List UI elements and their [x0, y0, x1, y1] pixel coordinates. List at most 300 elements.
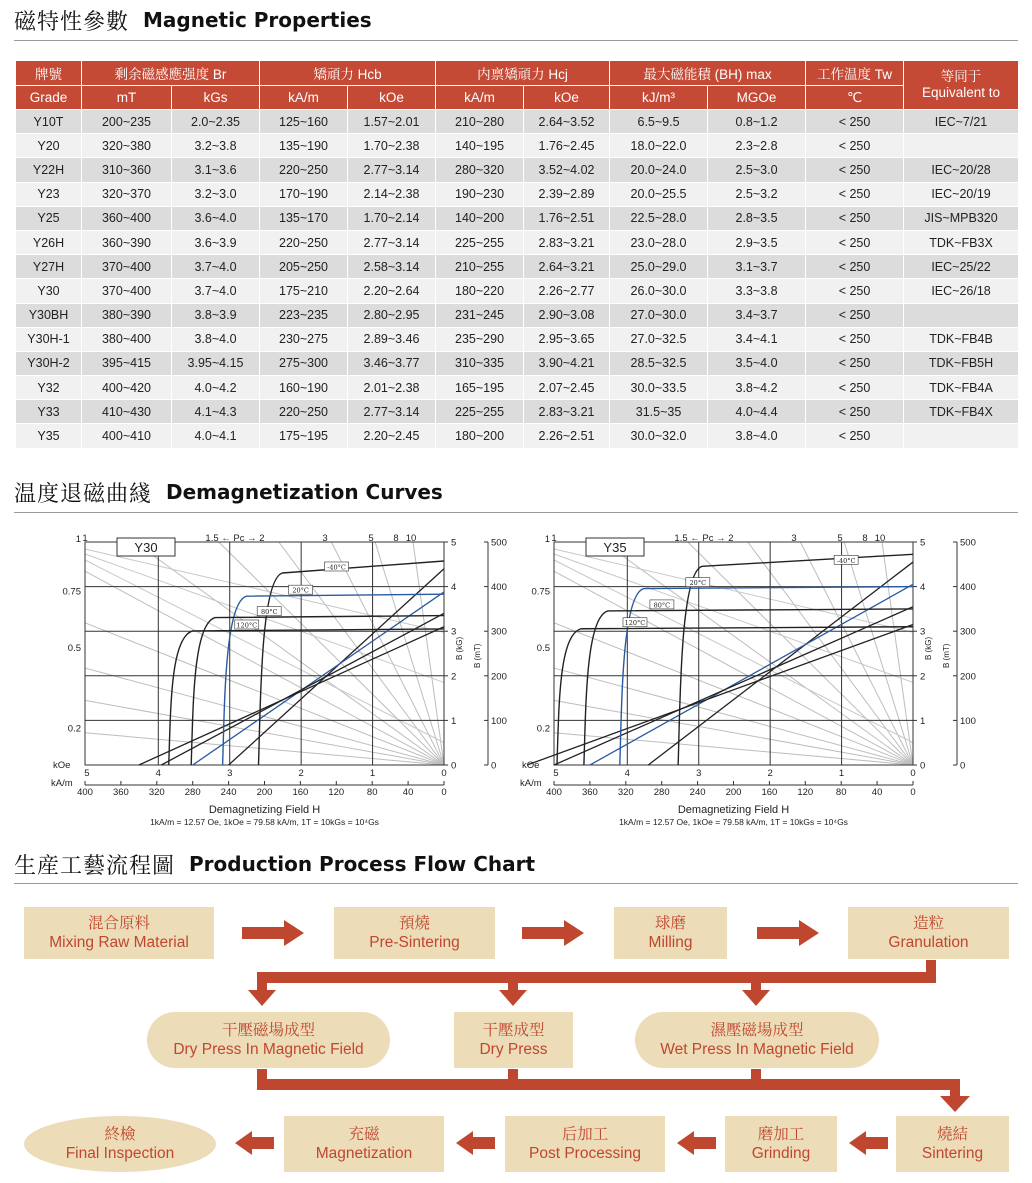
equivalent-header-en: Equivalent to: [922, 85, 1001, 100]
kg-tick: 2: [920, 671, 926, 683]
pc-tick: 10: [874, 533, 886, 544]
table-cell: 20.0~24.0: [610, 158, 708, 182]
table-cell: TDK~FB4X: [904, 400, 1019, 424]
table-cell: 2.83~3.21: [524, 400, 610, 424]
table-cell: < 250: [806, 327, 904, 351]
koe-tick: 2: [767, 768, 773, 779]
table-cell: 180~220: [436, 279, 524, 303]
pc-tick: 8: [393, 533, 399, 544]
grade-cell: Y25: [16, 206, 82, 230]
grade-header-en: Grade: [16, 86, 82, 110]
table-cell: 3.1~3.6: [172, 158, 260, 182]
table-cell: 31.5~35: [610, 400, 708, 424]
section-title-en: Production Process Flow Chart: [189, 852, 536, 876]
grade-cell: Y30: [16, 279, 82, 303]
mt-tick: 500: [960, 537, 976, 549]
kam-tick: 200: [725, 787, 742, 798]
unit-kam: kA/m: [436, 86, 524, 110]
table-cell: 23.0~28.0: [610, 230, 708, 254]
table-cell: IEC~25/22: [904, 255, 1019, 279]
kg-tick: 3: [451, 626, 457, 638]
table-cell: 3.95~4.15: [172, 351, 260, 375]
table-cell: IEC~20/19: [904, 182, 1019, 206]
table-cell: 140~195: [436, 134, 524, 158]
table-cell: 3.6~3.9: [172, 230, 260, 254]
mt-tick: 100: [960, 715, 976, 727]
koe-tick: 0: [910, 768, 916, 779]
table-cell: 3.7~4.0: [172, 279, 260, 303]
mt-tick: 300: [491, 626, 507, 638]
koe-tick: 5: [553, 768, 559, 779]
table-cell: 0.8~1.2: [708, 110, 806, 134]
table-cell: 380~390: [82, 303, 172, 327]
table-cell: 1.70~2.38: [348, 134, 436, 158]
unit-mt: mT: [82, 86, 172, 110]
curve-label: 80°C: [260, 608, 278, 617]
left-tick: 0.5: [536, 643, 550, 655]
table-cell: 190~230: [436, 182, 524, 206]
table-cell: 125~160: [260, 110, 348, 134]
step-label-zh: 混合原料: [87, 915, 150, 932]
curve-label: -40°C: [836, 556, 856, 565]
step-label-zh: 干壓成型: [482, 1022, 545, 1039]
kam-label: kA/m: [51, 778, 73, 789]
table-cell: 223~235: [260, 303, 348, 327]
pc-label: 1.5 ← Pc → 2: [674, 533, 734, 544]
kam-tick: 40: [871, 787, 883, 798]
ylabel-mt: B (mT): [942, 643, 951, 668]
table-cell: 3.4~3.7: [708, 303, 806, 327]
section-title-zh: 温度退磁曲綫: [14, 481, 153, 507]
table-cell: TDK~FB5H: [904, 351, 1019, 375]
pc-tick: 10: [405, 533, 417, 544]
table-cell: 1.76~2.51: [524, 206, 610, 230]
chart-title: Y30: [134, 540, 158, 555]
table-cell: < 250: [806, 110, 904, 134]
kg-tick: 1: [451, 715, 457, 727]
table-cell: 410~430: [82, 400, 172, 424]
kg-tick: 5: [920, 537, 926, 549]
curve-label: 120°C: [624, 619, 646, 628]
kam-tick: 320: [148, 787, 165, 798]
step-label-zh: 預燒: [398, 915, 430, 932]
table-cell: 1.76~2.45: [524, 134, 610, 158]
step-label-en: Grinding: [751, 1145, 811, 1162]
table-cell: TDK~FB4B: [904, 327, 1019, 351]
table-cell: 380~400: [82, 327, 172, 351]
x-axis-title: Demagnetizing Field H: [677, 804, 790, 816]
table-cell: 400~420: [82, 376, 172, 400]
kam-label: kA/m: [520, 778, 542, 789]
koe-tick: 5: [84, 768, 90, 779]
step-label-en: Dry Press: [479, 1041, 548, 1058]
mt-tick: 300: [960, 626, 976, 638]
step-label-zh: 后加工: [561, 1126, 609, 1143]
table-cell: 275~300: [260, 351, 348, 375]
table-cell: 210~280: [436, 110, 524, 134]
step-label-zh: 干壓磁場成型: [221, 1022, 315, 1039]
table-cell: < 250: [806, 303, 904, 327]
kam-tick: 360: [112, 787, 129, 798]
step-label-zh: 燒結: [936, 1126, 968, 1143]
kam-tick: 160: [292, 787, 309, 798]
step-label-en: Sintering: [921, 1145, 984, 1162]
arrow-right: [522, 920, 584, 946]
table-cell: 220~250: [260, 158, 348, 182]
table-cell: 231~245: [436, 303, 524, 327]
table-cell: 220~250: [260, 400, 348, 424]
table-cell: IEC~7/21: [904, 110, 1019, 134]
table-cell: 2.89~3.46: [348, 327, 436, 351]
grade-cell: Y23: [16, 182, 82, 206]
br-header: 剩余磁感應强度 Br: [82, 61, 260, 86]
table-cell: 2.26~2.51: [524, 424, 610, 448]
kg-tick: 3: [920, 626, 926, 638]
connector: [751, 972, 761, 992]
table-cell: 3.6~4.0: [172, 206, 260, 230]
arrow-left: [456, 1131, 495, 1155]
table-cell: 4.0~4.2: [172, 376, 260, 400]
table-cell: 310~360: [82, 158, 172, 182]
table-cell: IEC~20/28: [904, 158, 1019, 182]
table-cell: 210~255: [436, 255, 524, 279]
kg-tick: 0: [451, 760, 457, 772]
table-cell: 3.46~3.77: [348, 351, 436, 375]
kam-tick: 200: [256, 787, 273, 798]
table-cell: 2.58~3.14: [348, 255, 436, 279]
table-cell: 25.0~29.0: [610, 255, 708, 279]
table-cell: 3.3~3.8: [708, 279, 806, 303]
hcb-header: 矯頑力 Hcb: [260, 61, 436, 86]
left-tick: 0.2: [536, 723, 550, 735]
connector: [257, 1079, 957, 1090]
kam-tick: 400: [546, 787, 562, 798]
step-label-en: Mixing Raw Material: [49, 934, 189, 951]
pc-label: 1.5 ← Pc → 2: [205, 533, 265, 544]
grade-cell: Y35: [16, 424, 82, 448]
arrow-left: [677, 1131, 716, 1155]
hcj-header: 内禀矯頑力 Hcj: [436, 61, 610, 86]
table-cell: TDK~FB3X: [904, 230, 1019, 254]
table-cell: 320~370: [82, 182, 172, 206]
pc-tick: 1: [82, 533, 88, 544]
bh-header: 最大磁能積 (BH) max: [610, 61, 806, 86]
section-title-en: Magnetic Properties: [143, 8, 372, 32]
pc-tick: 1: [551, 533, 557, 544]
table-cell: 2.8~3.5: [708, 206, 806, 230]
koe-label: kOe: [522, 760, 540, 771]
left-tick: 0.75: [62, 586, 81, 598]
left-tick: 0.2: [67, 723, 81, 735]
section-title-en: Demagnetization Curves: [166, 480, 443, 504]
left-tick: 1: [75, 534, 81, 545]
table-cell: 6.5~9.5: [610, 110, 708, 134]
koe-tick: 4: [155, 768, 161, 779]
arrow-down: [499, 990, 527, 1006]
arrow-left: [849, 1131, 888, 1155]
koe-tick: 4: [624, 768, 630, 779]
table-cell: 2.07~2.45: [524, 376, 610, 400]
table-cell: 135~170: [260, 206, 348, 230]
curve-label: 20°C: [292, 586, 309, 595]
unit-kam: kA/m: [260, 86, 348, 110]
table-cell: 175~195: [260, 424, 348, 448]
mt-tick: 400: [491, 582, 507, 594]
kam-tick: 280: [184, 787, 201, 798]
curve-label: -40°C: [327, 563, 346, 572]
kam-tick: 0: [910, 787, 916, 798]
equivalent-header-zh: 等同于: [940, 69, 982, 84]
x-axis-title: Demagnetizing Field H: [208, 804, 321, 816]
kam-tick: 80: [366, 787, 378, 798]
unit-koe: kOe: [524, 86, 610, 110]
table-cell: 3.5~4.0: [708, 351, 806, 375]
step-label-en: Dry Press In Magnetic Field: [173, 1041, 364, 1058]
table-cell: 160~190: [260, 376, 348, 400]
table-cell: 230~275: [260, 327, 348, 351]
curve-label: 120°C: [236, 621, 258, 630]
mt-tick: 0: [491, 760, 497, 772]
table-cell: 28.5~32.5: [610, 351, 708, 375]
table-cell: < 250: [806, 424, 904, 448]
step-label-zh: 終檢: [104, 1126, 136, 1143]
curve-label: 20°C: [689, 579, 707, 588]
connector: [508, 972, 518, 992]
table-cell: 175~210: [260, 279, 348, 303]
left-tick: 0.75: [531, 586, 550, 598]
table-cell: 165~195: [436, 376, 524, 400]
unit-mgoe: MGOe: [708, 86, 806, 110]
table-cell: 135~190: [260, 134, 348, 158]
table-cell: 2.9~3.5: [708, 230, 806, 254]
mt-tick: 500: [491, 537, 507, 549]
unit-note: 1kA/m = 12.57 Oe, 1kOe = 79.58 kA/m, 1T = 10kGs = 10⁴Gs: [150, 817, 379, 827]
kam-tick: 120: [328, 787, 345, 798]
kam-tick: 360: [581, 787, 598, 798]
kg-tick: 4: [451, 582, 457, 594]
koe-tick: 3: [227, 768, 233, 779]
table-cell: 2.14~2.38: [348, 182, 436, 206]
unit-celsius: ℃: [806, 86, 904, 110]
kam-tick: 160: [761, 787, 778, 798]
table-cell: 3.8~3.9: [172, 303, 260, 327]
table-cell: 4.0~4.1: [172, 424, 260, 448]
tw-header: 工作温度 Tw: [806, 61, 904, 86]
mt-tick: 200: [960, 671, 976, 683]
pc-tick: 5: [368, 533, 374, 544]
koe-tick: 2: [298, 768, 304, 779]
arrow-left: [235, 1131, 274, 1155]
section-title-zh: 生産工藝流程圖: [14, 853, 176, 879]
table-cell: 360~390: [82, 230, 172, 254]
grade-cell: Y10T: [16, 110, 82, 134]
arrow-down: [940, 1096, 970, 1112]
table-cell: 2.83~3.21: [524, 230, 610, 254]
table-cell: JIS~MPB320: [904, 206, 1019, 230]
table-cell: < 250: [806, 158, 904, 182]
table-cell: 400~410: [82, 424, 172, 448]
table-cell: 2.77~3.14: [348, 158, 436, 182]
koe-tick: 3: [696, 768, 702, 779]
grade-cell: Y20: [16, 134, 82, 158]
table-cell: 2.01~2.38: [348, 376, 436, 400]
table-cell: 225~255: [436, 400, 524, 424]
arrow-group: [235, 920, 970, 1155]
arrow-down: [742, 990, 770, 1006]
table-cell: 200~235: [82, 110, 172, 134]
table-cell: < 250: [806, 279, 904, 303]
step-label-zh: 磨加工: [757, 1126, 805, 1143]
table-cell: 320~380: [82, 134, 172, 158]
table-cell: 4.1~4.3: [172, 400, 260, 424]
left-tick: 1: [544, 534, 550, 545]
table-cell: 2.0~2.35: [172, 110, 260, 134]
kg-tick: 2: [451, 671, 457, 683]
grade-cell: Y26H: [16, 230, 82, 254]
koe-tick: 0: [441, 768, 447, 779]
unit-note: 1kA/m = 12.57 Oe, 1kOe = 79.58 kA/m, 1T = 10kGs = 10⁴Gs: [619, 817, 848, 827]
table-cell: 235~290: [436, 327, 524, 351]
kam-tick: 400: [77, 787, 93, 798]
table-cell: 370~400: [82, 279, 172, 303]
table-cell: 30.0~32.0: [610, 424, 708, 448]
step-label-en: Magnetization: [315, 1145, 413, 1162]
table-cell: 2.95~3.65: [524, 327, 610, 351]
connector: [257, 972, 936, 983]
kam-tick: 240: [220, 787, 237, 798]
arrow-right: [757, 920, 819, 946]
step-label-zh: 濕壓磁場成型: [710, 1022, 804, 1039]
table-cell: 395~415: [82, 351, 172, 375]
table-cell: < 250: [806, 400, 904, 424]
curve-label: 80°C: [653, 601, 671, 610]
grade-cell: Y27H: [16, 255, 82, 279]
step-label-en: Wet Press In Magnetic Field: [660, 1041, 854, 1058]
table-cell: 225~255: [436, 230, 524, 254]
table-cell: 3.90~4.21: [524, 351, 610, 375]
grade-cell: Y30H-1: [16, 327, 82, 351]
table-cell: 22.5~28.0: [610, 206, 708, 230]
left-tick: 0.5: [67, 643, 81, 655]
kg-tick: 0: [920, 760, 926, 772]
arrow-right: [242, 920, 304, 946]
unit-kjm3: kJ/m³: [610, 86, 708, 110]
table-cell: 220~250: [260, 230, 348, 254]
table-cell: 30.0~33.5: [610, 376, 708, 400]
ylabel-mt: B (mT): [473, 643, 482, 668]
kam-tick: 120: [797, 787, 814, 798]
table-cell: IEC~26/18: [904, 279, 1019, 303]
table-cell: 3.8~4.0: [172, 327, 260, 351]
table-cell: < 250: [806, 206, 904, 230]
table-cell: 18.0~22.0: [610, 134, 708, 158]
table-cell: 360~400: [82, 206, 172, 230]
mt-tick: 400: [960, 582, 976, 594]
table-cell: < 250: [806, 182, 904, 206]
grade-header-zh: 牌號: [35, 67, 62, 82]
mt-tick: 200: [491, 671, 507, 683]
table-cell: 180~200: [436, 424, 524, 448]
grade-cell: Y30H-2: [16, 351, 82, 375]
grade-cell: Y33: [16, 400, 82, 424]
connector: [257, 972, 267, 992]
kam-tick: 80: [835, 787, 847, 798]
table-cell: < 250: [806, 376, 904, 400]
kg-tick: 1: [920, 715, 926, 727]
table-cell: 4.0~4.4: [708, 400, 806, 424]
table-cell: 2.26~2.77: [524, 279, 610, 303]
kam-tick: 320: [617, 787, 634, 798]
pc-tick: 3: [322, 533, 328, 544]
table-cell: 140~200: [436, 206, 524, 230]
step-label-en: Granulation: [888, 934, 969, 951]
table-cell: 1.57~2.01: [348, 110, 436, 134]
table-cell: 2.20~2.64: [348, 279, 436, 303]
table-cell: 27.0~32.5: [610, 327, 708, 351]
table-cell: 3.8~4.0: [708, 424, 806, 448]
step-label-zh: 造粒: [912, 915, 944, 932]
ylabel-kg: B (kG): [924, 636, 933, 660]
table-cell: 3.2~3.0: [172, 182, 260, 206]
table-cell: 1.70~2.14: [348, 206, 436, 230]
koe-label: kOe: [53, 760, 71, 771]
table-cell: 26.0~30.0: [610, 279, 708, 303]
table-cell: < 250: [806, 255, 904, 279]
unit-kgs: kGs: [172, 86, 260, 110]
unit-koe: kOe: [348, 86, 436, 110]
table-cell: 370~400: [82, 255, 172, 279]
step-label-en: Post Processing: [529, 1145, 641, 1162]
table-cell: 2.90~3.08: [524, 303, 610, 327]
mt-tick: 100: [491, 715, 507, 727]
grade-cell: Y22H: [16, 158, 82, 182]
table-cell: 205~250: [260, 255, 348, 279]
table-cell: 2.77~3.14: [348, 230, 436, 254]
table-cell: 3.7~4.0: [172, 255, 260, 279]
section-title-zh: 磁特性參數: [14, 9, 130, 35]
grade-cell: Y30BH: [16, 303, 82, 327]
koe-tick: 1: [369, 768, 376, 779]
table-cell: 280~320: [436, 158, 524, 182]
kg-tick: 4: [920, 582, 926, 594]
table-cell: 2.80~2.95: [348, 303, 436, 327]
table-cell: 2.77~3.14: [348, 400, 436, 424]
table-cell: < 250: [806, 134, 904, 158]
table-cell: 2.5~3.0: [708, 158, 806, 182]
pc-tick: 8: [862, 533, 868, 544]
table-cell: 3.52~4.02: [524, 158, 610, 182]
table-cell: 170~190: [260, 182, 348, 206]
table-cell: 2.64~3.21: [524, 255, 610, 279]
step-label-en: Final Inspection: [65, 1145, 175, 1162]
arrow-down: [248, 990, 276, 1006]
table-cell: 3.4~4.1: [708, 327, 806, 351]
table-cell: 3.8~4.2: [708, 376, 806, 400]
table-cell: 2.64~3.52: [524, 110, 610, 134]
kam-tick: 280: [653, 787, 670, 798]
step-label-zh: 球磨: [654, 915, 686, 932]
table-cell: 3.2~3.8: [172, 134, 260, 158]
step-label-en: Milling: [648, 934, 693, 951]
chart-title: Y35: [603, 540, 627, 555]
table-cell: TDK~FB4A: [904, 376, 1019, 400]
table-cell: < 250: [806, 351, 904, 375]
step-label-en: Pre-Sintering: [369, 934, 460, 951]
pc-tick: 5: [837, 533, 843, 544]
step-label-zh: 充磁: [348, 1126, 380, 1143]
table-cell: < 250: [806, 230, 904, 254]
table-cell: 2.39~2.89: [524, 182, 610, 206]
